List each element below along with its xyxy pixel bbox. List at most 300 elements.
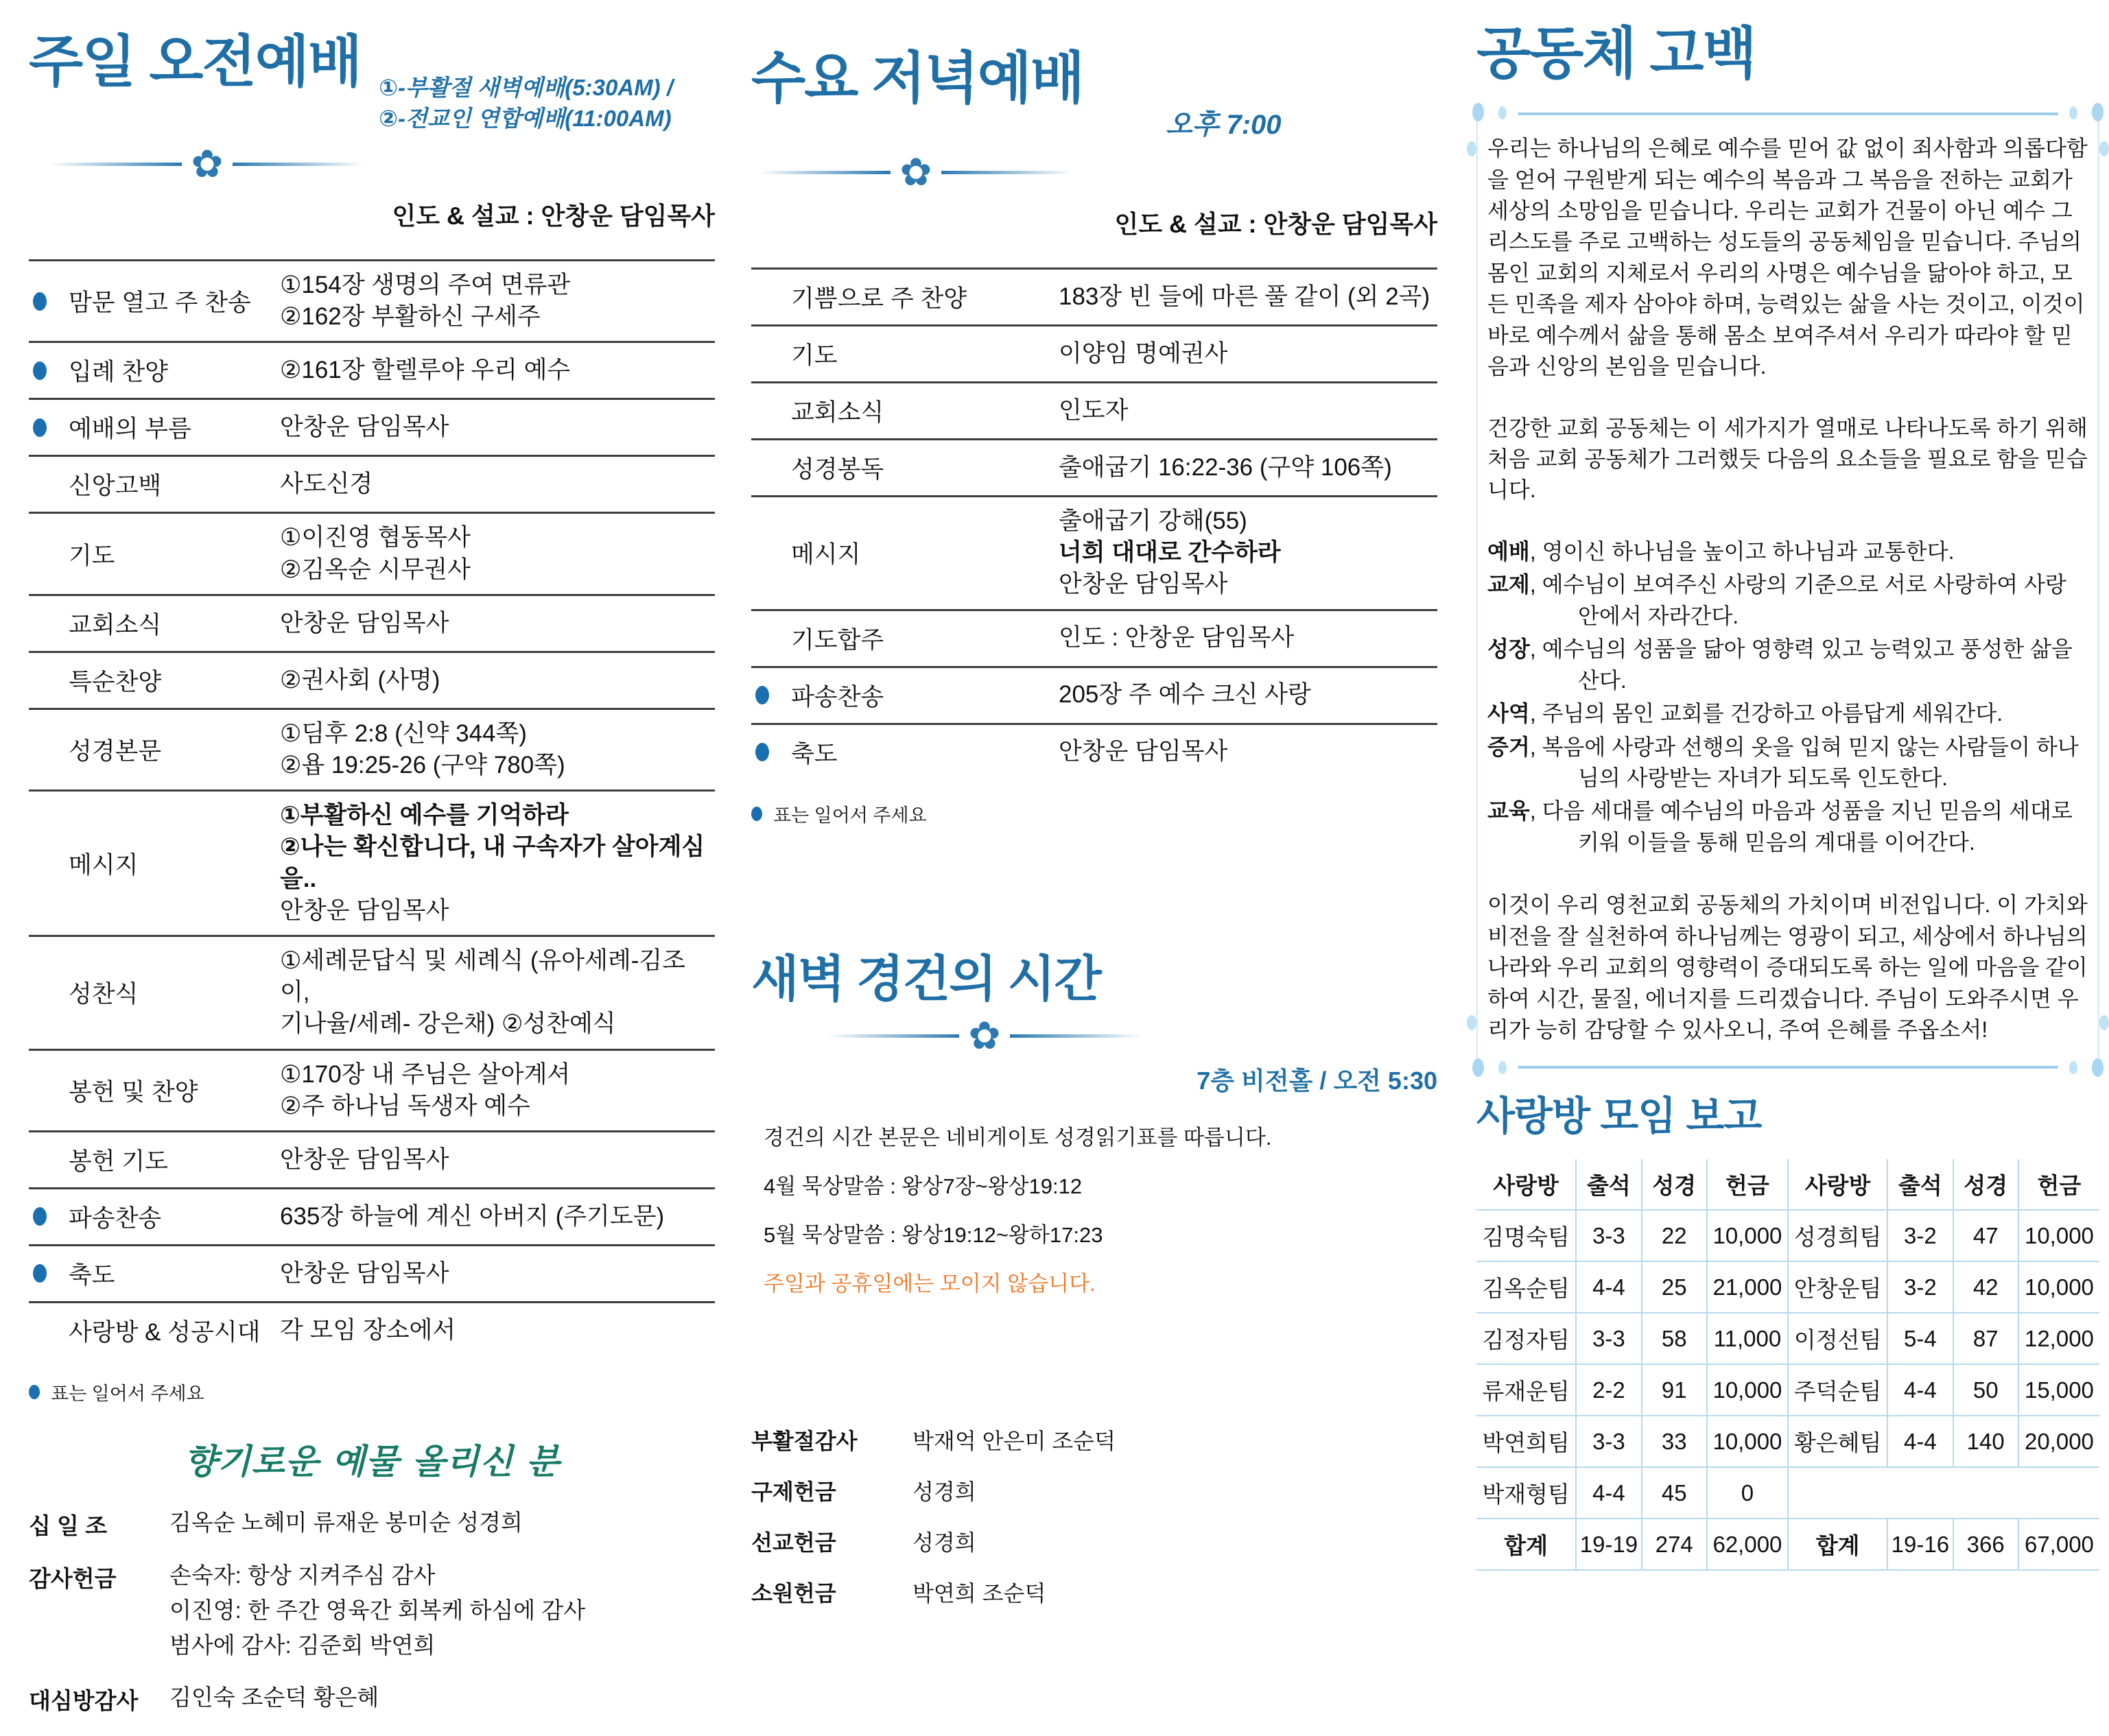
order-value-line: ②나는 확신합니다, 내 구속자가 살아계심을.. (280, 833, 705, 892)
report-cell: 10,000 (2018, 1261, 2099, 1313)
divider-line (758, 171, 891, 174)
order-value-line: ①세례문답식 및 세례식 (유아세례-김조이, (280, 947, 686, 1006)
report-cell: 4-4 (1576, 1261, 1641, 1313)
report-cell: 김명숙팀 (1476, 1210, 1576, 1261)
report-header-cell: 출석 (1576, 1159, 1641, 1210)
bullet-cell (29, 614, 69, 632)
order-row (29, 1132, 715, 1189)
order-label: 교회소식 (791, 399, 884, 426)
bullet-cell (29, 1150, 69, 1169)
order-value-line: 출애굽기 강해(55) (1059, 508, 1247, 534)
creed-body (1478, 115, 2098, 1066)
order-label: 입례 찬양 (69, 359, 168, 386)
stand-bullet-icon (33, 1264, 47, 1283)
order-row (751, 326, 1437, 383)
creed-paragraph-2: 건강한 교회 공동체는 이 세가지가 열매로 나타나도록 하기 위해 처음 교회 공동체가 그러했듯 다음의 요소들을 필요로 함을 믿습니다. (1487, 415, 2088, 503)
offering-value-line: 범사에 감사: 김준회 박연희 (169, 1632, 436, 1658)
report-cell: 류재운팀 (1476, 1364, 1576, 1416)
order-label: 성찬식 (69, 981, 139, 1008)
order-row (751, 668, 1437, 725)
report-cell: 주덕순팀 (1788, 1364, 1887, 1416)
order-value-line: 안창운 담임목사 (1059, 571, 1228, 598)
wednesday-leader: 인도 & 설교 : 안창운 담임목사 (1114, 210, 1437, 238)
order-value (1059, 281, 1430, 313)
flower-divider (827, 1014, 1142, 1058)
report-title: 사랑방 모임 보고 (1476, 1094, 1762, 1139)
dawn-line: 4월 묵상말씀 : 왕상7장~왕상19:12 (764, 1174, 1083, 1199)
dot-icon (2069, 106, 2077, 119)
bullet-cell (751, 743, 791, 761)
sunday-title: 주일 오전예배 (29, 31, 362, 93)
bullet-cell (751, 686, 791, 704)
order-row (751, 383, 1437, 440)
sunday-header (29, 33, 715, 134)
bullet-cell (29, 545, 69, 563)
order-value-line: ②김옥순 시무권사 (280, 556, 471, 583)
creed-item (1487, 732, 2091, 794)
bullet-cell (29, 1081, 69, 1099)
order-value (280, 1258, 449, 1289)
order-row (29, 1189, 715, 1246)
creed-item-text: , 예수님이 보여주신 사랑의 기준으로 서로 사랑하여 사랑 안에서 자라간다. (1529, 572, 2066, 628)
stand-bullet-icon (29, 1385, 40, 1399)
report-cell: 19-19 (1576, 1519, 1641, 1570)
report-cell: 33 (1642, 1416, 1707, 1467)
order-label: 메시지 (791, 541, 861, 569)
offering-list (751, 1424, 1437, 1608)
offering-row (29, 1508, 715, 1543)
order-label: 파송찬송 (791, 683, 884, 711)
dot-icon (2099, 1015, 2109, 1030)
table-row (1476, 1416, 2099, 1467)
order-label: 교회소식 (69, 611, 162, 639)
order-value-line: ①154장 생명의 주여 면류관 (280, 272, 571, 299)
report-cell: 박재형팀 (1476, 1467, 1576, 1519)
dot-icon (1498, 106, 1507, 119)
offering-value-line: 이진영: 한 주간 영육간 회복케 하심에 감사 (169, 1597, 586, 1623)
creed-title: 공동체 고백 (1476, 23, 1756, 85)
offering-heading: 향기로운 예물 올리신 분 (183, 1440, 561, 1482)
bullet-cell (751, 629, 791, 647)
section-wednesday-worship (751, 0, 1437, 1627)
creed-keyword: 예배 (1487, 538, 1530, 564)
report-cell: 안창운팀 (1788, 1261, 1887, 1313)
order-value-line: 안창운 담임목사 (280, 609, 449, 637)
report-cell: 67,000 (2018, 1519, 2099, 1570)
order-row (29, 792, 715, 937)
creed-item-text: , 복음에 사랑과 선행의 옷을 입혀 믿지 않는 사람들이 하나님의 사랑받는 자녀가 되도록 인도한다. (1529, 734, 2079, 790)
report-cell: 47 (1953, 1210, 2018, 1261)
report-cell: 3-3 (1576, 1210, 1641, 1261)
report-cell: 12,000 (2018, 1313, 2099, 1364)
divider-line (827, 1034, 959, 1038)
order-value-line: 인도자 (1059, 396, 1129, 424)
report-cell: 4-4 (1887, 1416, 1953, 1467)
report-cell: 87 (1953, 1313, 2018, 1364)
order-label: 축도 (69, 1261, 115, 1289)
report-cell: 김옥순팀 (1476, 1261, 1576, 1313)
order-label: 성경본문 (69, 738, 162, 765)
report-cell: 3-3 (1576, 1313, 1641, 1364)
table-row (1476, 1210, 2099, 1261)
order-row (751, 270, 1437, 326)
dawn-line: 5월 묵상말씀 : 왕상19:12~왕하17:23 (764, 1223, 1103, 1248)
order-label: 특순찬양 (69, 668, 162, 695)
dawn-line: 경건의 시간 본문은 네비게이토 성경읽기표를 따릅니다. (764, 1126, 1272, 1150)
creed-keyword: 성장 (1487, 637, 1530, 662)
report-cell: 22 (1642, 1210, 1707, 1261)
offering-label: 소원헌금 (751, 1581, 836, 1606)
sunday-subtitle (379, 73, 673, 134)
order-label: 기쁨으로 주 찬양 (791, 285, 967, 312)
order-label: 신앙고백 (69, 473, 162, 500)
order-label: 봉헌 및 찬양 (69, 1078, 198, 1106)
report-cell: 62,000 (1707, 1519, 1788, 1570)
flower-icon: ✿ (191, 142, 224, 186)
section-dawn-devotion (751, 951, 1437, 1298)
report-cell: 25 (1642, 1261, 1707, 1313)
order-value (1059, 622, 1294, 654)
order-row (29, 1051, 715, 1132)
order-value-line: 출애굽기 16:22-36 (구약 106쪽) (1059, 453, 1392, 481)
wednesday-header (751, 49, 1437, 142)
creed-item (1487, 634, 2091, 696)
order-value-line: ②권사회 (사명) (280, 666, 440, 693)
report-header-cell: 성경 (1642, 1159, 1707, 1210)
report-header-row (1476, 1159, 2099, 1210)
bullet-cell (29, 1207, 69, 1226)
order-row (29, 457, 715, 514)
flower-icon: ✿ (968, 1014, 1001, 1058)
report-cell: 2-2 (1576, 1364, 1641, 1416)
offering-row (751, 1424, 1437, 1455)
order-value-line: 안창운 담임목사 (280, 414, 449, 441)
order-value-line: ②162장 부활하신 구세주 (280, 303, 541, 331)
bullet-cell (751, 459, 791, 477)
order-label: 기도 (69, 542, 115, 569)
report-cell: 21,000 (1707, 1261, 1788, 1313)
order-label: 축도 (791, 740, 838, 768)
stand-note (29, 1379, 715, 1405)
order-label: 메시지 (69, 851, 139, 879)
table-row (1476, 1261, 2099, 1313)
order-row (751, 725, 1437, 780)
dot-icon (1467, 141, 1476, 156)
creed-frame (1476, 112, 2099, 1069)
report-cell: 0 (1707, 1467, 1788, 1519)
report-cell: 10,000 (2018, 1210, 2099, 1261)
order-value (1059, 679, 1311, 711)
table-row (1476, 1467, 2099, 1519)
bullet-cell (751, 288, 791, 307)
offering-label: 감사헌금 (29, 1565, 117, 1591)
stand-bullet-icon (755, 743, 769, 761)
report-header-cell: 헌금 (1707, 1159, 1788, 1210)
bullet-cell (29, 984, 69, 1002)
bullet-cell (29, 361, 69, 380)
order-row (29, 596, 715, 653)
stand-bullet-icon (33, 1207, 47, 1226)
creed-item (1487, 536, 2091, 567)
bullet-cell (751, 402, 791, 420)
dot-icon (1498, 1061, 1507, 1074)
creed-item (1487, 569, 2091, 632)
section-community-confession (1476, 0, 2099, 1571)
report-cell: 45 (1642, 1467, 1707, 1519)
order-label: 사랑방 & 성공시대 (69, 1318, 261, 1346)
table-row (1476, 1364, 2099, 1416)
report-cell: 10,000 (1707, 1416, 1788, 1467)
order-row (29, 1246, 715, 1303)
order-value-line: ①170장 내 주님은 살아계셔 (280, 1060, 571, 1088)
bullet-cell (751, 544, 791, 562)
report-cell: 김정자팀 (1476, 1313, 1576, 1364)
offering-value (169, 1508, 523, 1543)
order-row (751, 440, 1437, 497)
bullet-cell (29, 1264, 69, 1283)
order-value (280, 945, 715, 1041)
offering-value (169, 1683, 379, 1718)
creed-item-list (1487, 536, 2091, 858)
bullet-cell (29, 418, 69, 437)
offering-value: 박연희 조순덕 (912, 1581, 1046, 1606)
report-cell: 19-16 (1887, 1519, 1953, 1570)
order-value (280, 665, 440, 696)
report-cell: 366 (1953, 1519, 2018, 1570)
bullet-cell (751, 345, 791, 364)
report-cell: 20,000 (2018, 1416, 2099, 1467)
report-header-cell: 헌금 (2018, 1159, 2099, 1210)
report-cell: 황은혜팀 (1788, 1416, 1887, 1467)
report-cell: 성경희팀 (1788, 1210, 1887, 1261)
offering-label: 구제헌금 (751, 1479, 836, 1505)
dot-icon (1472, 1058, 1484, 1077)
order-label: 성경봉독 (791, 456, 884, 483)
offering-value: 박재억 안은미 조순덕 (912, 1429, 1116, 1454)
order-label: 봉헌 기도 (69, 1148, 168, 1175)
order-value (1059, 395, 1128, 427)
dawn-title: 새벽 경건의 시간 (751, 951, 1100, 1007)
bullet-cell (29, 854, 69, 872)
report-cell: 3-2 (1887, 1261, 1953, 1313)
sunday-subtitle-line1: ①-부활절 새벽예배(5:30AM) / (379, 75, 673, 100)
order-value-line: 안창운 담임목사 (280, 896, 449, 924)
dot-icon (1472, 103, 1484, 121)
order-row (751, 611, 1437, 668)
sunday-leader: 인도 & 설교 : 안창운 담임목사 (392, 202, 715, 230)
order-value-line: ①딤후 2:8 (신약 344쪽) (280, 720, 527, 747)
table-row (1476, 1519, 2099, 1570)
offering-row (29, 1561, 715, 1666)
order-value (280, 522, 471, 585)
order-value-line: 이양임 명예권사 (1059, 340, 1228, 367)
offering-value-line: 김옥순 노혜미 류재운 봉미순 성경희 (169, 1509, 523, 1535)
stand-bullet-icon (751, 807, 762, 821)
dawn-place-time: 7층 비전홀 / 오전 5:30 (1197, 1067, 1437, 1095)
offering-value: 성경희 (912, 1479, 976, 1505)
dot-icon (2069, 1061, 2077, 1074)
order-row (29, 400, 715, 457)
order-value-line: ②욥 19:25-26 (구약 780쪽) (280, 752, 565, 779)
order-value-line: 635장 하늘에 계신 아버지 (주기도문) (280, 1202, 665, 1230)
order-value (280, 718, 565, 781)
order-value (280, 1059, 570, 1122)
stand-bullet-icon (755, 686, 769, 704)
dawn-warning: 주일과 공휴일에는 모이지 않습니다. (764, 1272, 1096, 1296)
stand-note-text: 표는 일어서 주세요 (773, 805, 927, 826)
report-cell: 42 (1953, 1261, 2018, 1313)
creed-item-text: , 예수님의 성품을 닮아 영향력 있고 능력있고 풍성한 삶을 산다. (1529, 637, 2073, 693)
order-label: 맘문 열고 주 찬송 (69, 289, 251, 317)
order-value-line: 183장 빈 들에 마른 풀 같이 (외 2곡) (1059, 283, 1430, 310)
order-value (280, 608, 449, 639)
offering-list (29, 1508, 715, 1718)
order-value-line: 인도 : 안창운 담임목사 (1059, 624, 1295, 652)
order-row (751, 497, 1437, 611)
report-cell: 이정선팀 (1788, 1313, 1887, 1364)
creed-keyword: 교육 (1487, 798, 1530, 824)
sunday-subtitle-line2: ②-전교인 연합예배(11:00AM) (379, 105, 672, 131)
divider-line (1010, 1034, 1142, 1038)
stand-note (751, 800, 1437, 827)
report-cell: 10,000 (1707, 1210, 1788, 1261)
stand-note-text: 표는 일어서 주세요 (51, 1383, 204, 1404)
order-value-line: 각 모임 장소에서 (280, 1316, 456, 1344)
offering-row (751, 1576, 1437, 1608)
order-value (1059, 338, 1227, 370)
order-value-line: ①부활하신 예수를 기억하라 (280, 802, 569, 829)
order-value-line: 안창운 담임목사 (280, 1259, 449, 1287)
offering-value: 성경희 (912, 1530, 976, 1556)
order-row (29, 343, 715, 400)
stand-bullet-icon (33, 292, 47, 311)
creed-paragraph-3: 이것이 우리 영천교회 공동체의 가치이며 비전입니다. 이 가치와 비전을 잘 실천하여 하나님께는 영광이 되고, 세상에서 하나님의 나라와 우리 교회의 영향력이 증대되도록 하는 일에 마음을 같이하여 시간, 물질, 에너지를 드리겠습니다. 주님이 도와주시면 우리가 능히 감당할 수 있사오니, 주여 은혜를 주옵소서! (1487, 892, 2088, 1043)
stand-bullet-icon (33, 361, 47, 380)
order-value (280, 1201, 664, 1233)
report-table (1476, 1159, 2099, 1571)
report-cell: 박연희팀 (1476, 1416, 1576, 1467)
section-sunday-worship (29, 0, 715, 1736)
report-cell: 4-4 (1887, 1364, 1953, 1416)
offering-label: 부활절감사 (751, 1429, 858, 1454)
order-value-line: 사도신경 (280, 471, 373, 498)
order-label: 파송찬송 (69, 1204, 162, 1232)
order-row (29, 710, 715, 792)
order-value-line: ①이진영 협동목사 (280, 524, 471, 551)
report-cell (1788, 1467, 2099, 1519)
offering-label: 선교헌금 (751, 1530, 836, 1556)
order-value-line: 기나율/세례- 강은채) ②성찬예식 (280, 1010, 616, 1038)
frame-bottom-line (1518, 1066, 2058, 1069)
creed-item (1487, 698, 2091, 729)
report-cell: 합계 (1476, 1519, 1576, 1570)
report-cell: 274 (1642, 1519, 1707, 1570)
divider-line (49, 163, 182, 166)
flower-icon: ✿ (899, 150, 932, 193)
report-cell: 합계 (1788, 1519, 1887, 1570)
order-value (280, 412, 449, 443)
wednesday-title: 수요 저녁예배 (751, 47, 1084, 110)
order-value (1059, 736, 1227, 768)
order-value (280, 1315, 456, 1346)
dot-icon (2092, 103, 2104, 121)
dot-icon (1467, 1015, 1476, 1030)
report-header-cell: 성경 (1953, 1159, 2018, 1210)
order-row (29, 653, 715, 710)
order-row (29, 261, 715, 343)
report-cell: 58 (1642, 1313, 1707, 1364)
order-row (29, 514, 715, 595)
order-value (280, 355, 570, 386)
report-cell: 10,000 (1707, 1364, 1788, 1416)
order-row (29, 937, 715, 1051)
report-cell: 50 (1953, 1364, 2018, 1416)
creed-item (1487, 796, 2091, 858)
offering-row (751, 1475, 1437, 1506)
order-value-line: ②주 하나님 독생자 예수 (280, 1092, 530, 1119)
order-value (280, 800, 715, 927)
order-label: 기도 (791, 342, 838, 369)
creed-item-text: , 주님의 몸인 교회를 건강하고 아름답게 세워간다. (1529, 701, 2003, 726)
bullet-cell (29, 741, 69, 759)
order-value-line: 안창운 담임목사 (1059, 738, 1228, 765)
order-value-line: 205장 주 예수 크신 사랑 (1059, 681, 1311, 709)
report-cell: 140 (1953, 1416, 2018, 1467)
offering-value-line: 김인숙 조순덕 황은혜 (169, 1685, 379, 1711)
dawn-lines (764, 1120, 1437, 1248)
creed-item-text: , 다음 세대를 예수님의 마음과 성품을 지닌 믿음의 세대로 키워 이들을 통해 믿음의 계대를 이어간다. (1529, 798, 2073, 855)
report-header-cell: 사랑방 (1788, 1159, 1887, 1210)
offering-row (29, 1683, 715, 1718)
sunday-order-table (29, 259, 715, 1358)
report-cell: 91 (1642, 1364, 1707, 1416)
wednesday-order-table (751, 267, 1437, 780)
order-value (1059, 452, 1392, 484)
creed-item-text: , 영이신 하나님을 높이고 하나님과 교통한다. (1529, 538, 1955, 564)
order-value (280, 270, 570, 333)
order-label: 예배의 부름 (69, 416, 191, 443)
offering-row (751, 1525, 1437, 1557)
order-value (280, 468, 373, 500)
report-header-cell: 출석 (1887, 1159, 1953, 1210)
order-row (29, 1303, 715, 1358)
report-cell: 3-3 (1576, 1416, 1641, 1467)
bullet-cell (29, 1321, 69, 1340)
divider-line (233, 163, 365, 166)
bullet-cell (29, 475, 69, 494)
offering-value-line: 손숙자: 항상 지켜주심 감사 (169, 1562, 436, 1588)
report-cell: 5-4 (1887, 1313, 1953, 1364)
order-label: 기도합주 (791, 626, 884, 654)
flower-divider (758, 150, 1074, 193)
report-cell: 4-4 (1576, 1467, 1641, 1519)
offering-label: 대심방감사 (29, 1688, 139, 1714)
creed-keyword: 증거 (1487, 734, 1530, 759)
order-value-line: ②161장 할렐루야 우리 예수 (280, 357, 571, 384)
wednesday-time: 오후 7:00 (1166, 110, 1282, 140)
report-header-cell: 사랑방 (1476, 1159, 1576, 1210)
creed-keyword: 교제 (1487, 572, 1530, 597)
order-value (280, 1144, 449, 1176)
dot-icon (2099, 141, 2109, 156)
divider-line (941, 171, 1074, 174)
dot-icon (2092, 1058, 2104, 1077)
offering-label: 십 일 조 (29, 1512, 107, 1538)
order-value (1059, 506, 1281, 601)
offering-value (169, 1561, 585, 1666)
flower-divider (49, 142, 365, 186)
report-cell: 15,000 (2018, 1364, 2099, 1416)
